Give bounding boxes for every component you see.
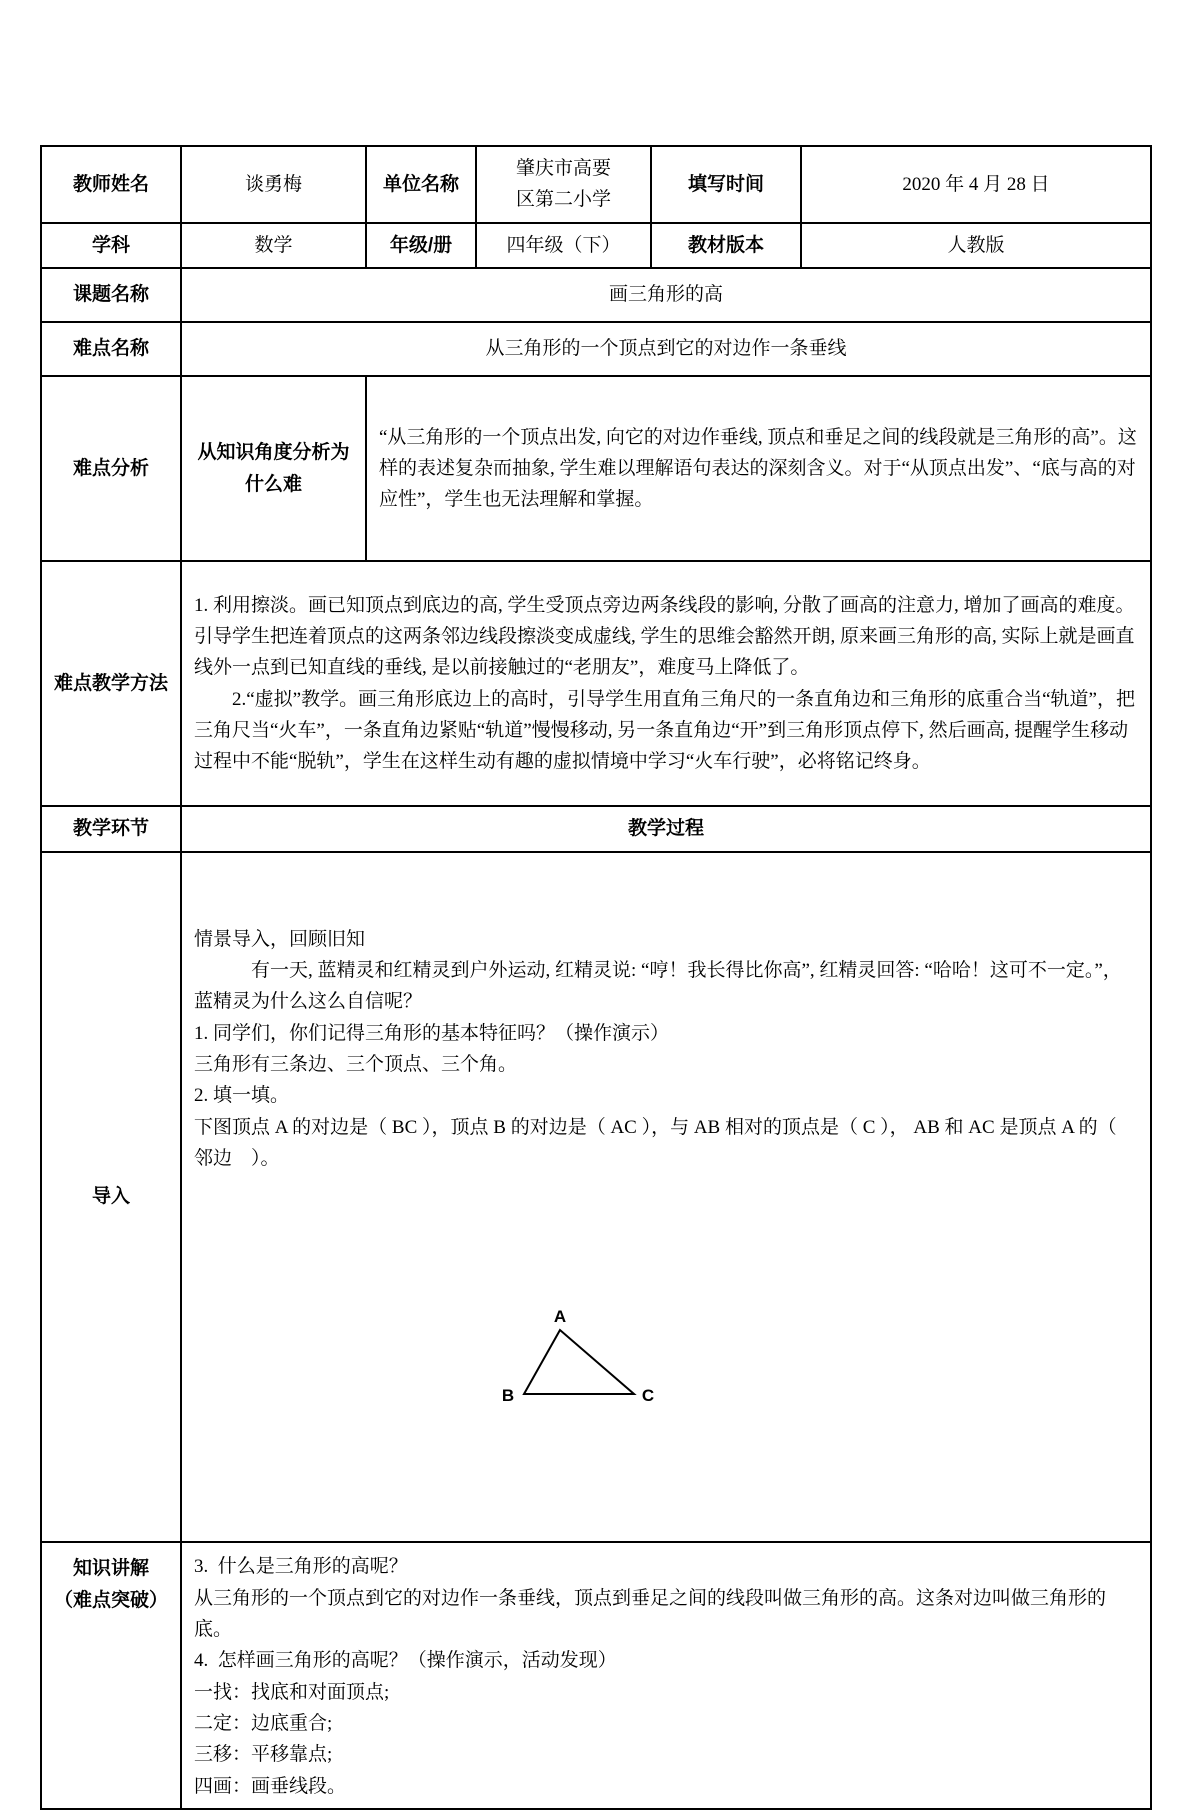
teaching-method-label: 难点教学方法 <box>41 561 181 806</box>
difficulty-name-value: 从三角形的一个顶点到它的对边作一条垂线 <box>181 322 1151 376</box>
table-row <box>41 376 1151 561</box>
grade-label: 年级/册 <box>366 223 476 268</box>
subject-value: 数学 <box>181 223 366 268</box>
difficulty-analysis-label: 难点分析 <box>41 376 181 561</box>
subject-label: 学科 <box>41 223 181 268</box>
table-row <box>41 561 1151 806</box>
table-row <box>41 852 1151 1542</box>
table-row <box>41 322 1151 376</box>
fill-time-value: 2020 年 4 月 28 日 <box>801 146 1151 223</box>
teaching-method-content: 1. 利用擦淡。画已知顶点到底边的高, 学生受顶点旁边两条线段的影响, 分散了画高的注意力, 增加了画高的难度。引导学生把连着顶点的这两条邻边线段擦淡变成虚线, 学生的思维会豁然开朗, 原来画三角形的高, 实际上就是画直线外一点到已知直线的垂线, 是以前接触过的“老朋友”，难度马上降低了。 2.“虚拟”教学。画三角形底边上的高时，引导学生用直角三角尺的一条直角边和三角形的底重合当“轨道”，把三角尺当“火车”，一条直角边紧贴“轨道”慢慢移动, 另一条直角边“开”到三角形顶点停下, 然后画高, 提醒学生移动过程中不能“脱轨”，学生在这样生动有趣的虚拟情境中学习“火车行驶”，必将铭记终身。 <box>181 561 1151 806</box>
teacher-name-label: 教师姓名 <box>41 146 181 223</box>
fill-time-label: 填写时间 <box>651 146 801 223</box>
edition-value: 人教版 <box>801 223 1151 268</box>
unit-name-value: 肇庆市高要 区第二小学 <box>476 146 651 223</box>
difficulty-name-label: 难点名称 <box>41 322 181 376</box>
table-row <box>41 268 1151 322</box>
teaching-process-header: 教学过程 <box>181 806 1151 852</box>
triangle-vertex-a-label: A <box>553 1306 567 1326</box>
grade-value: 四年级（下） <box>476 223 651 268</box>
teacher-name-value: 谈勇梅 <box>181 146 366 223</box>
triangle-shape <box>524 1330 634 1394</box>
knowledge-explain-content: 3. 什么是三角形的高呢？ 从三角形的一个顶点到它的对边作一条垂线，顶点到垂足之间的线段叫做三角形的高。这条对边叫做三角形的底。 4. 怎样画三角形的高呢？（操作演示，活动发现） 一找：找底和对面顶点; 二定：边底重合; 三移：平移靠点; 四画：画垂线段。 <box>181 1542 1151 1809</box>
intro-label: 导入 <box>41 852 181 1542</box>
table-row <box>41 1542 1151 1809</box>
difficulty-analysis-sublabel: 从知识角度分析为 什么难 <box>181 376 366 561</box>
intro-content-cell <box>181 852 1151 1542</box>
triangle-svg <box>494 1306 694 1410</box>
unit-name-label: 单位名称 <box>366 146 476 223</box>
intro-text: 情景导入，回顾旧知 有一天, 蓝精灵和红精灵到户外运动, 红精灵说: “哼！我长得比你高”, 红精灵回答: “哈哈！这可不一定。”，蓝精灵为什么这么自信呢？ 1. 同学们，你们记得三角形的基本特征吗？（操作演示） 三角形有三条边、三个顶点、三个角。 2. 填一填。 下图顶点 A 的对边是（ BC ），顶点 B 的对边是（ AC ），与 AB 相对的顶点是（ C ）， AB 和 AC 是顶点 A 的（ 邻边 ）。 <box>194 928 1122 1170</box>
table-row <box>41 806 1151 852</box>
topic-label: 课题名称 <box>41 268 181 322</box>
triangle-vertex-b-label: B <box>501 1385 515 1405</box>
triangle-figure <box>494 1243 694 1472</box>
table-row <box>41 223 1151 268</box>
lesson-plan-table <box>40 145 1152 1810</box>
difficulty-analysis-content: “从三角形的一个顶点出发, 向它的对边作垂线, 顶点和垂足之间的线段就是三角形的高”。这样的表述复杂而抽象, 学生难以理解语句表达的深刻含义。对于“从顶点出发”、“底与高的对应性”，学生也无法理解和掌握。 <box>366 376 1151 561</box>
teaching-stage-label: 教学环节 <box>41 806 181 852</box>
topic-value: 画三角形的高 <box>181 268 1151 322</box>
lesson-plan-document <box>40 145 1150 1810</box>
table-row <box>41 146 1151 223</box>
knowledge-explain-label: 知识讲解 （难点突破） <box>41 1542 181 1809</box>
triangle-vertex-c-label: C <box>641 1385 655 1405</box>
edition-label: 教材版本 <box>651 223 801 268</box>
